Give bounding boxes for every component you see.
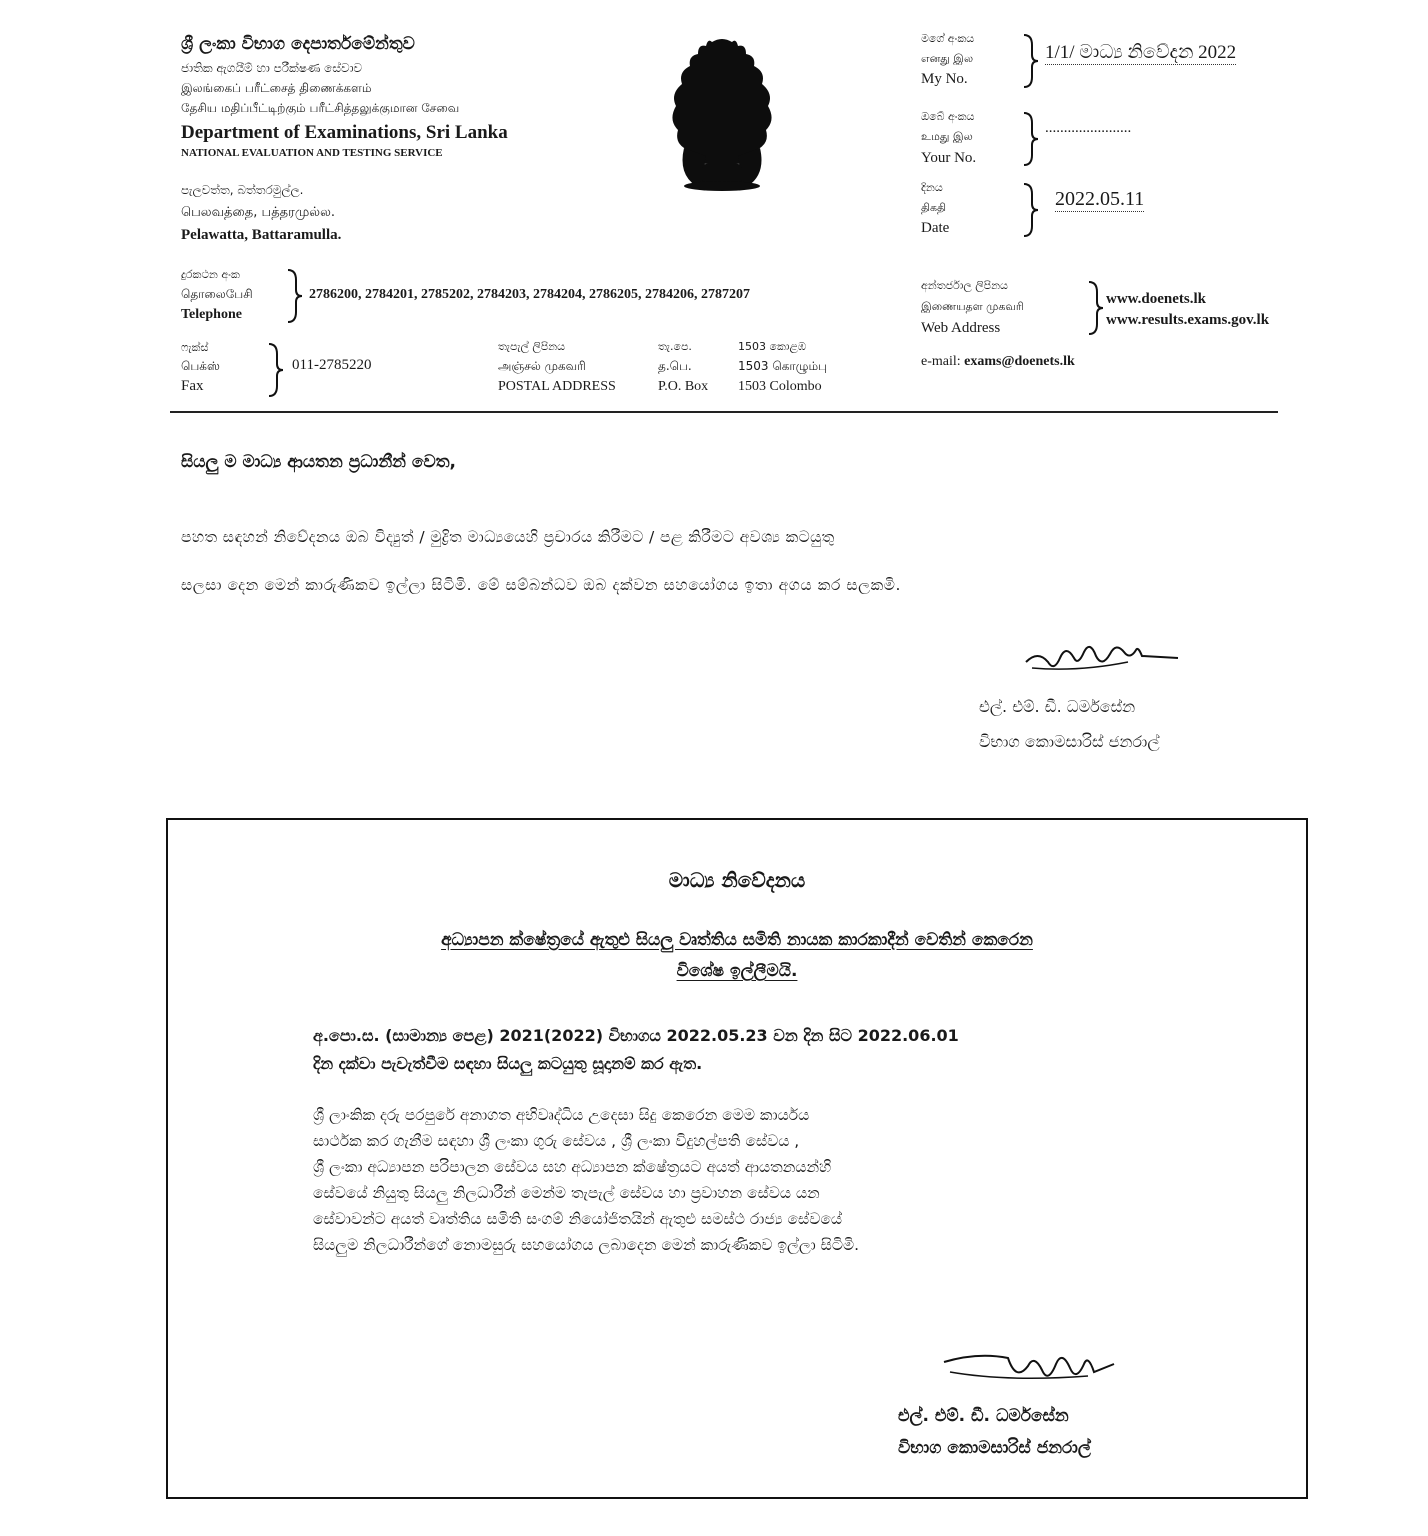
service-name-sinhala: ජාතික ඇගයීම් හා පරීක්ෂණ සේවාව — [181, 61, 363, 75]
fax-label-english: Fax — [181, 378, 204, 394]
signature-icon — [938, 1342, 1118, 1398]
telephone-label-english: Telephone — [181, 307, 242, 322]
my-no-value: 1/1/ මාධ්‍ය නිවේදන 2022 — [1045, 42, 1237, 63]
service-name-english: NATIONAL EVALUATION AND TESTING SERVICE — [181, 147, 443, 159]
your-no-label-sinhala: ඔබේ අංකය — [921, 110, 975, 123]
release-para2-line-5: සේවාවන්ට අයත් වෘත්තිය සමිති සංගම් නියෝජිතයින් ඇතුළු සමස්ථ රාජ්‍ය සේවයේ — [313, 1210, 843, 1228]
web-label-english: Web Address — [921, 320, 1001, 336]
pobox-label-tamil: த.பெ. — [658, 359, 692, 373]
email-label: e-mail: — [921, 354, 961, 369]
service-name-tamil: தேசிய மதிப்பீட்டிற்கும் பரீட்சித்தலுக்குமான சேவை — [181, 101, 460, 115]
release-para2-line-3: ශ්‍රී ලංකා අධ්‍යාපන පරිපාලන සේවය සහ අධ්‍යාපන ක්ෂේත්‍රයට අයත් ආයතනයන්හි — [313, 1158, 832, 1176]
signature-icon — [1018, 632, 1188, 682]
media-release-heading: මාධ්‍ය නිවේදනය — [668, 868, 806, 892]
your-no-label-english: Your No. — [921, 150, 977, 166]
release-para2-line-4: සේවයේ නියුතු සියලු නිලධාරීන් මෙන්ම තැපැල් සේවය හා ප්‍රවාහන සේවය යන — [313, 1184, 820, 1202]
web-label-tamil: இணையதள முகவரி — [921, 300, 1024, 313]
brace-icon — [265, 342, 287, 398]
org-name-sinhala: ශ්‍රී ලංකා විභාග දෙපාර්තමේන්තුව — [181, 34, 415, 54]
org-name-tamil: இலங்கைப் பரீட்சைத் திணைக்களம் — [181, 81, 372, 95]
media-release-subheading-line-1: අධ්‍යාපන ක්ෂේත්‍රයේ ඇතුළු සියලු වෘත්තිය සමිති නායක කාරකාදීන් වෙතින් කෙරෙන — [441, 930, 1033, 950]
brace-icon — [1020, 33, 1042, 89]
release-para2-line-2: සාර්ථක කර ගැනීම සඳහා ශ්‍රී ලංකා ගුරු සේවය , ශ්‍රී ලංකා විදුහල්පති සේවය , — [313, 1132, 800, 1150]
email-address[interactable]: exams@doenets.lk — [964, 354, 1075, 369]
web-address-primary[interactable]: www.doenets.lk — [1106, 291, 1207, 307]
header-divider — [170, 411, 1278, 413]
org-name-english: Department of Examinations, Sri Lanka — [181, 122, 508, 143]
my-no-label-english: My No. — [921, 71, 968, 87]
release-para2-line-6: සියලුම නිලධාරීන්ගේ නොමසුරු සහයෝගය ලබාදෙන මෙන් කාරුණිකව ඉල්ලා සිටිමි. — [313, 1236, 860, 1254]
postal-label-tamil: அஞ்சல் முகவரி — [498, 359, 586, 373]
brace-icon — [1020, 182, 1042, 238]
address-sinhala: පැලවත්ත, බත්තරමුල්ල. — [181, 183, 304, 197]
letter-body-line-2: සලසා දෙන මෙන් කාරුණිකව ඉල්ලා සිටිමි. මේ සම්බන්ධව ඔබ දක්වන සහයෝගය ඉතා අගය කර සලකමි. — [181, 576, 902, 594]
web-address-results[interactable]: www.results.exams.gov.lk — [1106, 312, 1270, 328]
release-para1-line-1: අ.පො.ස. (සාමාන්‍ය පෙළ) 2021(2022) විභාගය 2022.05.23 වන දින සිට 2022.06.01 — [313, 1026, 959, 1045]
media-release-subheading-line-2: විශේෂ ඉල්ලීමයි. — [676, 961, 798, 981]
release-para2-line-1: ශ්‍රී ලාංකික දරු පරපුරේ අනාගත අභිවෘද්ධිය උදෙසා සිදු කෙරෙන මෙම කාර්යය — [313, 1106, 810, 1124]
fax-value: 011-2785220 — [292, 357, 372, 373]
postal-label-english: POSTAL ADDRESS — [498, 379, 616, 394]
release-signatory-name: එල්. එම්. ඩී. ධර්මසේන — [898, 1406, 1069, 1426]
letter-signatory-name: එල්. එම්. ඩී. ධර්මසේන — [979, 697, 1136, 716]
brace-icon — [284, 268, 306, 324]
pobox-value-tamil: 1503 கொழும்பு — [738, 359, 828, 373]
release-para1-line-2: දින දක්වා පැවැත්වීම සඳහා සියලු කටයුතු සූදානම් කර ඇත. — [313, 1054, 703, 1073]
telephone-value: 2786200, 2784201, 2785202, 2784203, 2784204, 2786205, 2784206, 2787207 — [309, 287, 750, 302]
pobox-label-sinhala: තැ.පෙ. — [658, 340, 692, 353]
my-no-label-sinhala: මගේ අංකය — [921, 32, 975, 45]
date-label-sinhala: දිනය — [921, 181, 943, 194]
my-no-label-tamil: எனது இல — [921, 52, 974, 65]
brace-icon — [1085, 280, 1107, 336]
address-english: Pelawatta, Battaramulla. — [181, 227, 342, 243]
web-label-sinhala: අන්තර්ජාල ලිපිනය — [921, 279, 1008, 292]
date-value: 2022.05.11 — [1055, 188, 1145, 210]
telephone-label-tamil: தொலைபேசி — [181, 287, 253, 301]
email-line — [921, 354, 1075, 370]
fax-label-sinhala: ෆැක්ස් — [181, 341, 209, 354]
date-label-tamil: திகதி — [921, 201, 947, 214]
media-release-box — [166, 818, 1308, 1499]
state-emblem-icon — [662, 36, 782, 192]
pobox-label-english: P.O. Box — [658, 379, 709, 394]
letter-signatory-title: විභාග කොමසාරිස් ජනරාල් — [979, 732, 1160, 751]
postal-label-sinhala: තැපැල් ලිපිනය — [498, 340, 566, 353]
your-no-value: ....................... — [1045, 120, 1132, 136]
pobox-value-sinhala: 1503 කොළඹ — [738, 340, 807, 353]
address-tamil: பெலவத்தை, பத்தரமுல்ல. — [181, 205, 336, 220]
your-no-label-tamil: உமது இல — [921, 130, 973, 143]
pobox-value-english: 1503 Colombo — [738, 379, 822, 394]
telephone-label-sinhala: දුරකථන අංක — [181, 268, 240, 281]
fax-label-tamil: பெக்ஸ் — [181, 359, 220, 373]
salutation: සියලු ම මාධ්‍ය ආයතන ප්‍රධානීන් වෙත, — [181, 452, 456, 472]
release-signatory-title: විභාග කොමසාරිස් ජනරාල් — [898, 1438, 1091, 1458]
brace-icon — [1020, 111, 1042, 167]
date-label-english: Date — [921, 220, 950, 236]
letter-body-line-1: පහත සඳහන් නිවේදනය ඔබ විද්‍යුත් / මුද්‍රිත මාධ්‍යයෙහි ප්‍රචාරය කිරීමට / පළ කිරීමට අවශ්‍ය කටයුතු — [181, 528, 835, 546]
